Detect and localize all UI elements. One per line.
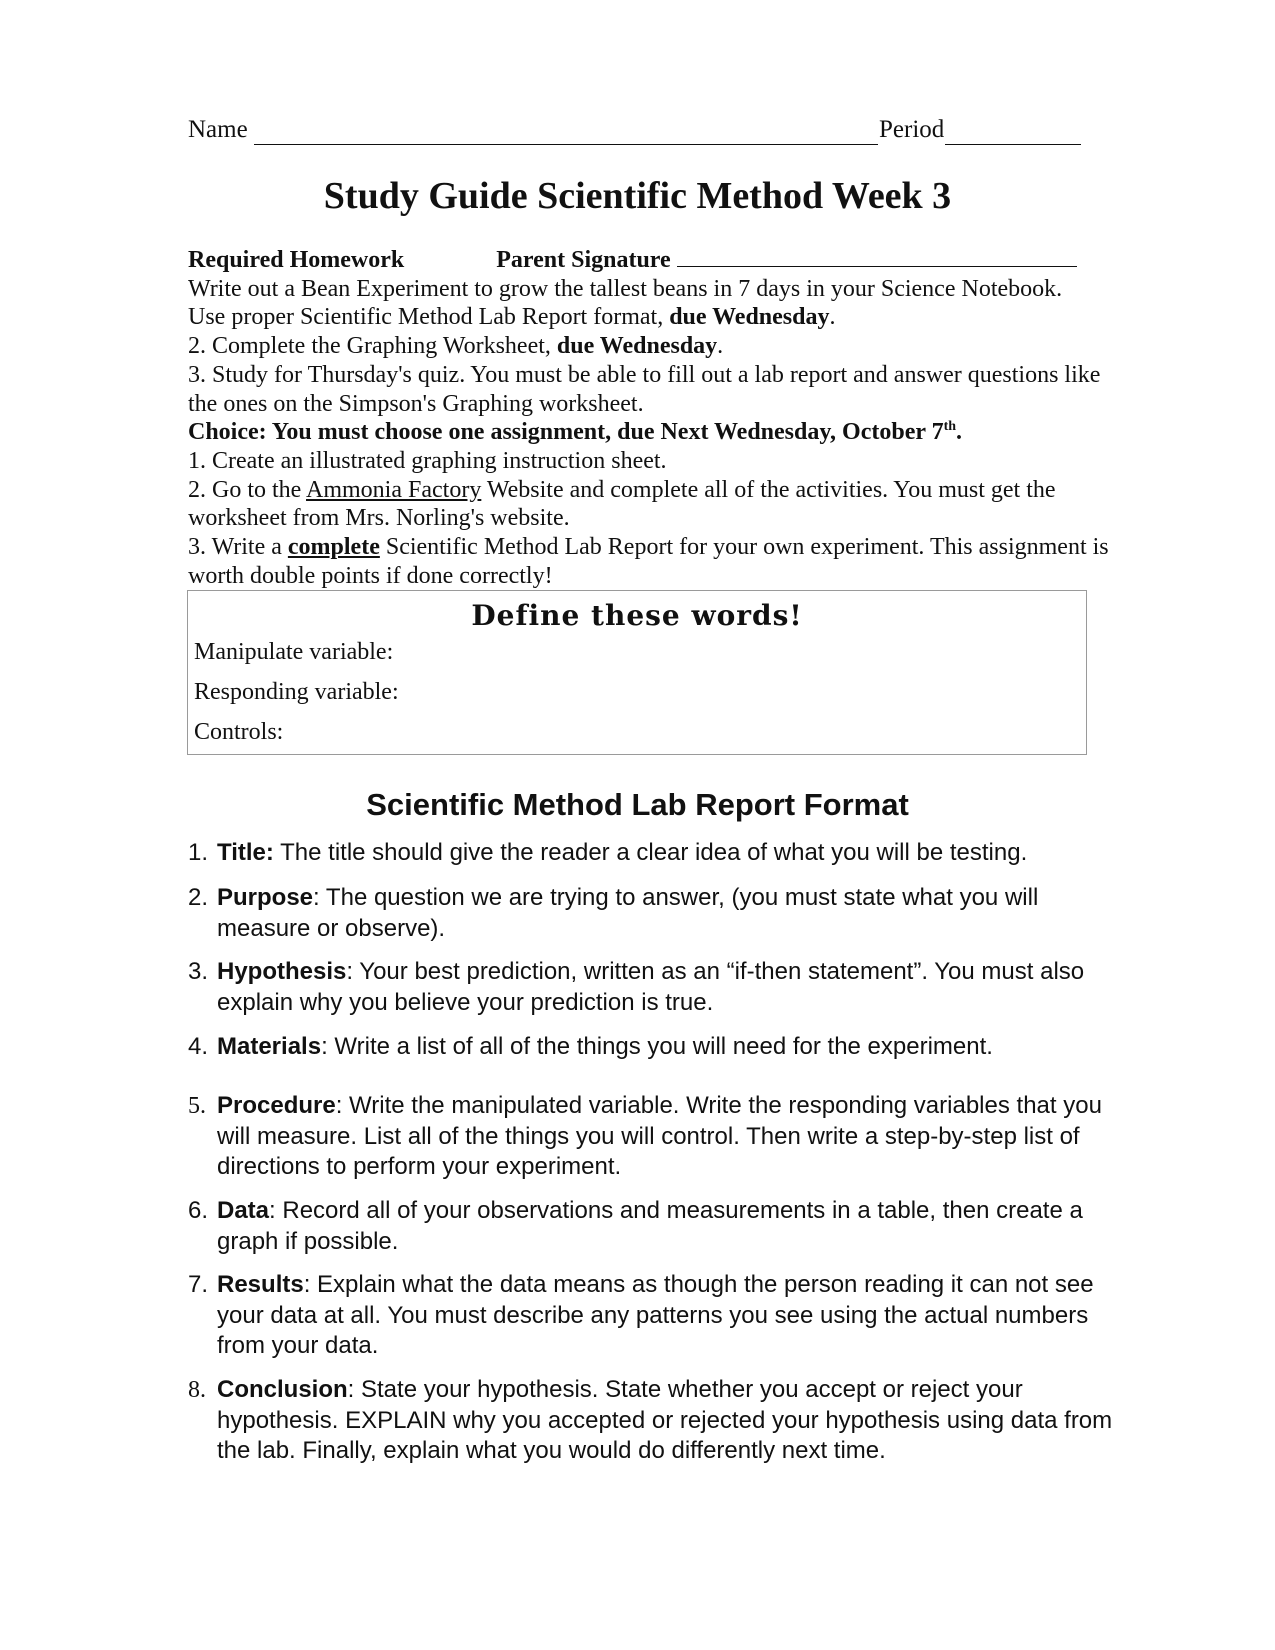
ammonia-factory-link[interactable]: Ammonia Factory (306, 476, 482, 503)
parent-signature-label: Parent Signature (496, 247, 671, 273)
item-number: 3. (188, 958, 209, 985)
item-number: 6. (188, 1197, 209, 1224)
complete-emphasis: complete (287, 534, 380, 561)
item-description: : State your hypothesis. State whether you accept or reject your hypothesis. EXPLAIN why you accepted or rejected your hypothesis using data from the lab. Finally, explain what you would do differently next time. (217, 1376, 1113, 1464)
choice-item-3 (188, 533, 1118, 590)
item-number: 2. (188, 884, 209, 911)
choice-heading (188, 418, 1118, 447)
page-title: Study Guide Scientific Method Week 3 (323, 175, 952, 217)
define-item-responding: Responding variable: (194, 679, 399, 705)
punctuation: . (956, 419, 963, 446)
homework-item-3: 3. Study for Thursday's quiz. You must be able to fill out a lab report and answer questions like the ones on the Simpson's Graphing worksheet. (188, 361, 1101, 417)
choice-item-2-text: 2. Go to the (188, 476, 302, 503)
homework-line-2-text: Use proper Scientific Method Lab Report format, (188, 304, 664, 331)
homework-item-2-text: 2. Complete the Graphing Worksheet, (188, 333, 551, 360)
item-number: 5. (188, 1093, 206, 1119)
period-blank-line[interactable] (945, 144, 1081, 145)
define-item-controls: Controls: (194, 719, 284, 745)
punctuation: . (829, 304, 836, 331)
lab-report-item (188, 1196, 1118, 1257)
choice-item-3-rest: Scientific Method Lab Report for your own experiment. This assignment is worth double points if done correctly! (188, 534, 1109, 589)
lab-report-item (188, 1375, 1118, 1467)
homework-line-1: Write out a Bean Experiment to grow the tallest beans in 7 days in your Science Notebook. (188, 275, 1063, 302)
required-homework-label: Required Homework (188, 247, 405, 273)
parent-signature-line[interactable] (677, 248, 1077, 267)
item-number: 7. (188, 1271, 209, 1298)
name-period-row (188, 116, 1088, 152)
choice-item-1: 1. Create an illustrated graphing instruction sheet. (188, 447, 667, 474)
lab-report-item (188, 883, 1118, 944)
lab-report-item (188, 1091, 1118, 1183)
choice-item-2-rest: Website and complete all of the activities. You must get the worksheet from Mrs. Norling's website. (188, 476, 1056, 532)
item-term: Conclusion (217, 1376, 348, 1403)
item-description: : Your best prediction, written as an “if-then statement”. You must also explain why you believe your prediction is true. (217, 958, 1085, 1016)
lab-report-title: Scientific Method Lab Report Format (366, 787, 909, 822)
choice-item-2 (188, 476, 1118, 533)
item-term: Data (217, 1197, 270, 1224)
item-term: Materials (217, 1033, 322, 1060)
period-label: Period (879, 116, 945, 143)
lab-report-item (188, 957, 1118, 1018)
lab-report-item (188, 1270, 1118, 1362)
item-term: Results (217, 1271, 304, 1298)
homework-section (188, 246, 1118, 590)
choice-item-3-text: 3. Write a (188, 534, 282, 561)
define-box-title: Define these words! (471, 599, 803, 632)
due-date-emphasis: due Wednesday (556, 333, 718, 360)
choice-heading-text: Choice: You must choose one assignment, due Next Wednesday, October 7 (188, 419, 944, 446)
homework-line-2 (188, 303, 1118, 332)
lab-report-item (188, 838, 1118, 869)
item-description: : Write the manipulated variable. Write the responding variables that you will measure. List all of the things you will control. Then write a step-by-step list of directions to perform your experiment. (217, 1092, 1102, 1180)
ordinal-suffix: th (943, 419, 957, 435)
homework-item-2 (188, 332, 1118, 361)
item-description: : The question we are trying to answer, (you must state what you will measure or observe). (217, 884, 1039, 942)
item-number: 8. (188, 1377, 206, 1403)
item-description: : Record all of your observations and measurements in a table, then create a graph if possible. (217, 1197, 1083, 1255)
lab-report-item (188, 1032, 1118, 1063)
define-words-box (187, 590, 1087, 755)
define-item-manipulate: Manipulate variable: (194, 639, 394, 665)
item-term: Title: (217, 839, 274, 866)
item-term: Procedure (217, 1092, 336, 1119)
item-description: : Explain what the data means as though the person reading it can not see your data at all. You must describe any patterns you see using the actual numbers from your data. (217, 1271, 1094, 1359)
item-description: The title should give the reader a clear idea of what you will be testing. (273, 839, 1028, 866)
due-date-emphasis: due Wednesday (669, 304, 830, 331)
homework-heading-row (188, 246, 1118, 275)
punctuation: . (717, 333, 724, 360)
item-number: 4. (188, 1033, 209, 1060)
name-blank-line[interactable] (254, 144, 878, 145)
item-description: : Write a list of all of the things you will need for the experiment. (321, 1033, 993, 1060)
item-term: Hypothesis (217, 958, 347, 985)
item-number: 1. (188, 839, 209, 866)
name-label: Name (188, 116, 248, 143)
item-term: Purpose (217, 884, 314, 911)
